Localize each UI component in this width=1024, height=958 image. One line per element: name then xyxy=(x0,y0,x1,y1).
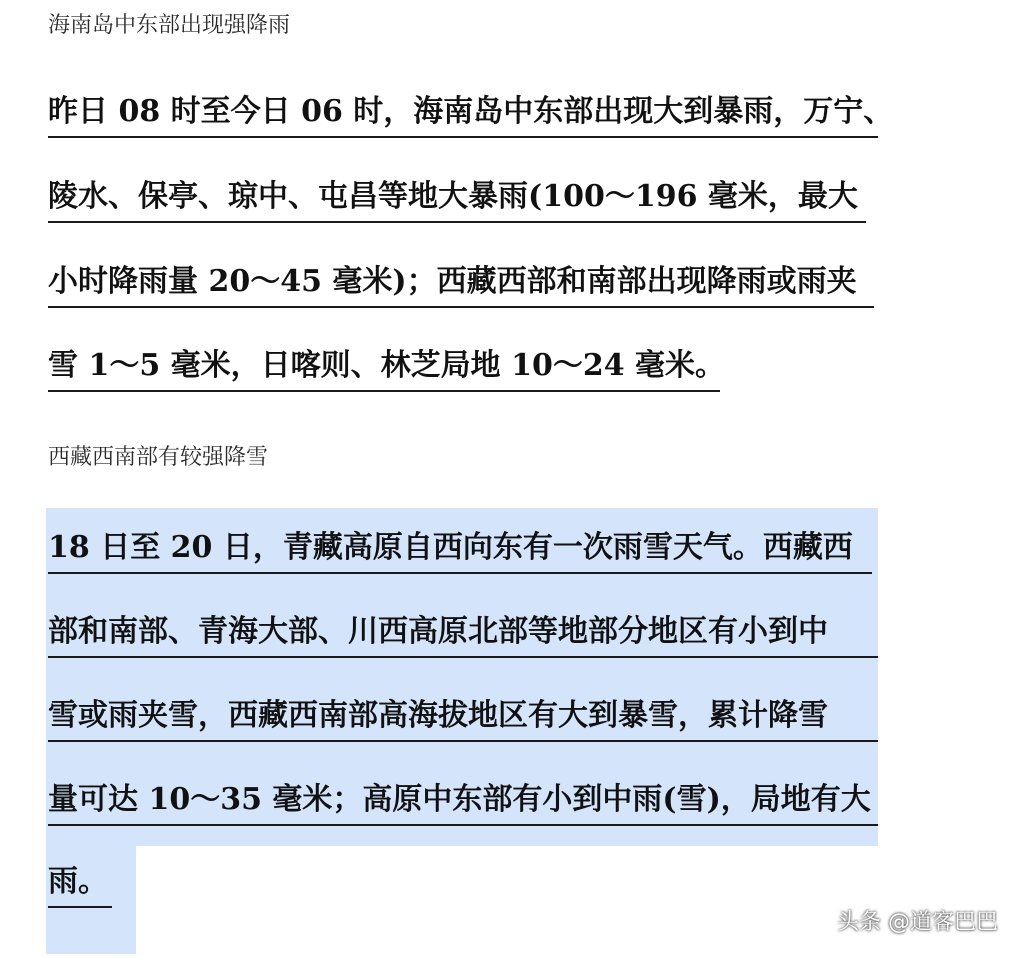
section-heading-hainan-rain: 海南岛中东部出现强降雨 xyxy=(48,13,291,38)
section-heading-tibet-snow: 西藏西南部有较强降雪 xyxy=(48,445,269,470)
paragraph-line: 小时降雨量 20～45 毫米)；西藏西部和南部出现降雨或雨夹 xyxy=(48,262,874,308)
selected-paragraph-line[interactable]: 雨。 xyxy=(48,862,112,908)
paragraph-line: 雪 1～5 毫米，日喀则、林芝局地 10～24 毫米。 xyxy=(48,346,720,392)
paragraph-line: 陵水、保亭、琼中、屯昌等地大暴雨(100～196 毫米，最大 xyxy=(48,177,866,223)
selected-paragraph-line[interactable]: 雪或雨夹雪，西藏西南部高海拔地区有大到暴雪，累计降雪 xyxy=(48,696,878,742)
paragraph-line: 昨日 08 时至今日 06 时，海南岛中东部出现大到暴雨，万宁、 xyxy=(48,92,878,138)
selected-paragraph-line[interactable]: 部和南部、青海大部、川西高原北部等地部分地区有小到中 xyxy=(48,612,878,658)
selected-paragraph-line[interactable]: 18 日至 20 日，青藏高原自西向东有一次雨雪天气。西藏西 xyxy=(48,528,872,574)
selected-paragraph-line[interactable]: 量可达 10～35 毫米；高原中东部有小到中雨(雪)，局地有大 xyxy=(48,780,878,826)
watermark: 头条 @道客巴巴 xyxy=(837,910,998,935)
